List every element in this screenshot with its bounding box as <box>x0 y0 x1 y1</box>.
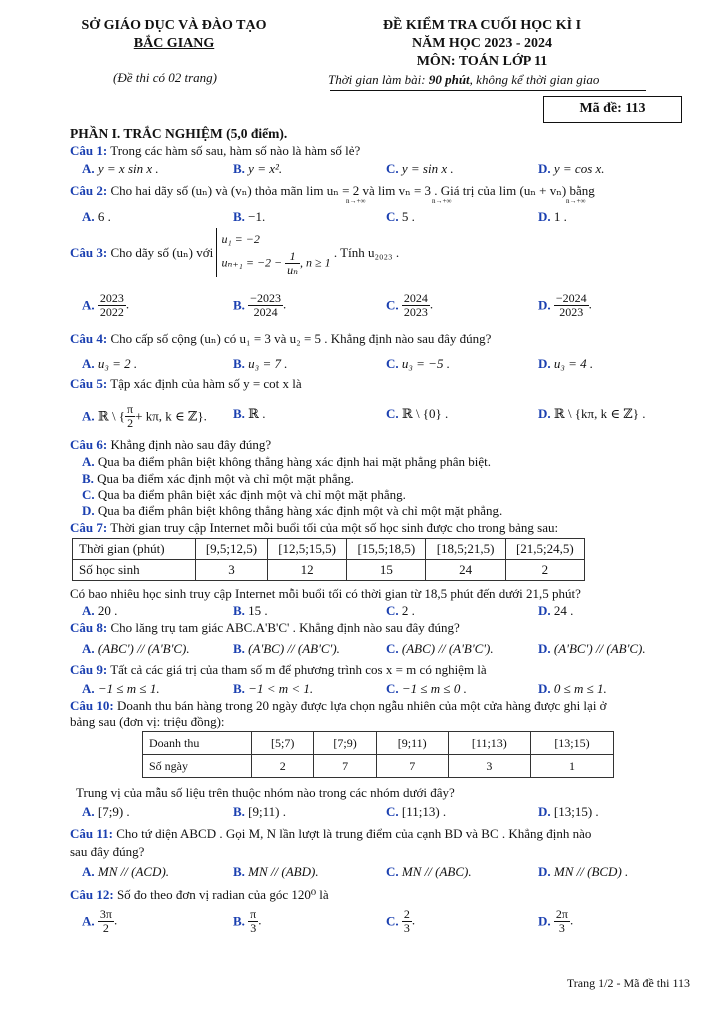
table-cell: [13;15) <box>530 732 613 755</box>
q6-option-b: B. Qua ba điểm xác định một và chỉ một mặt phẳng. <box>82 471 354 486</box>
q1-option-c: C. y = sin x . <box>386 161 454 176</box>
dept-line1: SỞ GIÁO DỤC VÀ ĐÀO TẠO <box>81 18 267 33</box>
q12-option-c: C. $\frac{2}{3}$ . <box>386 907 416 935</box>
table-cell: Thời gian (phút) <box>73 539 196 560</box>
q9-option-b: B. −1 < m < 1. <box>233 681 314 696</box>
q9-option-d: D. 0 ≤ m ≤ 1. <box>538 681 607 696</box>
table-cell: [9,5;12,5) <box>196 539 268 560</box>
pages-note: (Đề thi có 02 trang) <box>113 70 217 85</box>
q5-option-c: C. ℝ \ {0} . <box>386 406 449 421</box>
table-cell: 12 <box>267 560 346 581</box>
q11-option-d: D. MN // (BCD) . <box>538 864 629 879</box>
school-year: NĂM HỌC 2023 - 2024 <box>412 36 552 51</box>
q4-option-c: C. u₃ = −5 . <box>386 356 450 371</box>
table-cell: 1 <box>530 755 613 778</box>
q2-option-b: B. −1. <box>233 209 266 224</box>
q1-option-d: D. y = cos x. <box>538 161 605 176</box>
q7-table <box>72 538 585 581</box>
q6-stem: Câu 6: Khẳng định nào sau đây đúng? <box>70 437 272 452</box>
q2-option-a: A. 6 . <box>82 209 111 224</box>
q11-stem-2: sau đây đúng? <box>70 844 145 859</box>
exam-code-box <box>543 96 682 123</box>
q12-option-b: B. $\frac{\pi}{3}$ . <box>233 907 262 935</box>
q3-stem: Câu 3: Cho dãy số (uₙ) với u₁ = −2 uₙ₊₁ = −2 − $\frac{1}{\text{uₙ}}$ , n ≥ 1 . Tính u₂₀₂₃ . <box>70 228 399 277</box>
header-rule <box>330 90 646 91</box>
table-cell: [15,5;18,5) <box>347 539 426 560</box>
q2-lim-sub-2: n→+∞ <box>432 197 452 205</box>
table-cell: 3 <box>196 560 268 581</box>
q6-option-d: D. Qua ba điểm phân biệt không thẳng hàng xác định một và chỉ một mặt phẳng. <box>82 503 503 518</box>
q10-option-a: A. [7;9) . <box>82 804 130 819</box>
time-note: Thời gian làm bài: 90 phút, không kể thời gian giao <box>328 72 600 87</box>
q8-option-d: D. (A'BC') // (AB'C). <box>538 641 646 656</box>
q5-stem: Câu 5: Tập xác định của hàm số y = cot x là <box>70 376 302 391</box>
table-row <box>143 755 614 778</box>
q10-option-b: B. [9;11) . <box>233 804 286 819</box>
table-cell: Số ngày <box>143 755 252 778</box>
q12-stem: Câu 12: Số đo theo đơn vị radian của góc 120⁰ là <box>70 887 329 902</box>
table-cell: 7 <box>376 755 448 778</box>
table-cell: 2 <box>252 755 314 778</box>
q4-stem: Câu 4: Cho cấp số cộng (uₙ) có u₁ = 3 và u₂ = 5 . Khẳng định nào sau đây đúng? <box>70 331 492 346</box>
table-cell: [18,5;21,5) <box>426 539 505 560</box>
q11-option-b: B. MN // (ABD). <box>233 864 319 879</box>
exam-code: Mã đề: 113 <box>579 101 646 116</box>
q3-option-c: C. $\frac{2024}{2023}$ . <box>386 291 434 319</box>
page-footer: Trang 1/2 - Mã đề thi 113 <box>566 976 690 990</box>
table-cell: [7;9) <box>314 732 376 755</box>
q12-option-a: A. $\frac{3\pi}{2}$ . <box>82 907 118 935</box>
q10-stem: Câu 10: Doanh thu bán hàng trong 20 ngày được lựa chọn ngẫu nhiên của một cửa hàng được ghi lại ở <box>70 698 607 713</box>
q7-option-a: A. 20 . <box>82 603 118 618</box>
q1-option-a: A. y = x sin x . <box>82 161 159 176</box>
table-cell: Số học sinh <box>73 560 196 581</box>
table-cell: 7 <box>314 755 376 778</box>
q3-option-a: A. $\frac{2023}{2022}$ . <box>82 291 130 319</box>
table-row <box>143 732 614 755</box>
q9-option-c: C. −1 ≤ m ≤ 0 . <box>386 681 467 696</box>
q9-stem: Câu 9: Tất cả các giá trị của tham số m để phương trình cos x = m có nghiệm là <box>70 662 487 677</box>
q4-option-b: B. u₃ = 7 . <box>233 356 288 371</box>
table-cell: [11;13) <box>448 732 530 755</box>
q8-option-c: C. (ABC) // (A'B'C'). <box>386 641 494 656</box>
q7-option-d: D. 24 . <box>538 603 574 618</box>
table-cell: [9;11) <box>376 732 448 755</box>
q7-stem: Câu 7: Thời gian truy cập Internet mỗi buổi tối của một số học sinh được cho trong bảng sau: <box>70 520 559 535</box>
table-row <box>73 539 585 560</box>
q1-stem: Câu 1: Trong các hàm số sau, hàm số nào là hàm số lẻ? <box>70 143 361 158</box>
table-cell: 2 <box>505 560 584 581</box>
q3-option-d: D. $\frac{-2024}{2023}$ . <box>538 291 592 319</box>
q7-option-c: C. 2 . <box>386 603 415 618</box>
q5-option-d: D. ℝ \ {kπ, k ∈ ℤ} . <box>538 406 646 421</box>
table-cell: 24 <box>426 560 505 581</box>
q10-stem-2: bảng sau (đơn vị: triệu đồng): <box>70 714 225 729</box>
q2-lim-sub-1: n→+∞ <box>346 197 366 205</box>
q8-stem: Câu 8: Cho lăng trụ tam giác ABC.A'B'C' . Khẳng định nào sau đây đúng? <box>70 620 460 635</box>
q4-option-d: D. u₃ = 4 . <box>538 356 594 371</box>
subject: MÔN: TOÁN LỚP 11 <box>416 54 548 69</box>
q5-option-b: B. ℝ . <box>233 406 266 421</box>
q10-option-c: C. [11;13) . <box>386 804 447 819</box>
table-cell: Doanh thu <box>143 732 252 755</box>
q2-option-d: D. 1 . <box>538 209 567 224</box>
q7-option-b: B. 15 . <box>233 603 268 618</box>
q3-system: u₁ = −2 uₙ₊₁ = −2 − $\frac{1}{\text{uₙ}}$ , n ≥ 1 <box>216 228 330 277</box>
q8-option-b: B. (A'BC) // (AB'C'). <box>233 641 340 656</box>
q11-stem: Câu 11: Cho tứ diện ABCD . Gọi M, N lần lượt là trung điểm của cạnh BD và BC . Khẳng định nào <box>70 826 592 841</box>
q4-option-a: A. u₃ = 2 . <box>82 356 138 371</box>
table-cell: 3 <box>448 755 530 778</box>
q2-option-c: C. 5 . <box>386 209 415 224</box>
q10-table <box>142 731 614 778</box>
q8-option-a: A. (ABC') // (A'B'C). <box>82 641 190 656</box>
table-cell: 15 <box>347 560 426 581</box>
q6-option-a: A. Qua ba điểm phân biệt không thẳng hàng xác định hai mặt phẳng phân biệt. <box>82 454 492 469</box>
dept-line2: BẮC GIANG <box>133 36 215 51</box>
table-cell: [12,5;15,5) <box>267 539 346 560</box>
q12-option-d: D. $\frac{2\pi}{3}$ . <box>538 907 574 935</box>
q2-stem: Câu 2: Cho hai dãy số (uₙ) và (vₙ) thỏa mãn lim uₙ = 2 và lim vₙ = 3 . Giá trị của lim (uₙ + vₙ) bằng <box>70 183 595 198</box>
table-row <box>73 560 585 581</box>
q10-option-d: D. [13;15) . <box>538 804 599 819</box>
exam-title: ĐỀ KIỂM TRA CUỐI HỌC KÌ I <box>382 18 582 33</box>
q10-question: Trung vị của mẫu số liệu trên thuộc nhóm nào trong các nhóm dưới đây? <box>76 785 455 800</box>
part1-title: PHẦN I. TRẮC NGHIỆM (5,0 điểm). <box>70 126 288 141</box>
q11-option-c: C. MN // (ABC). <box>386 864 472 879</box>
q1-option-b: B. y = x². <box>233 161 283 176</box>
q6-option-c: C. Qua ba điểm phân biệt xác định một và chỉ một mặt phẳng. <box>82 487 406 502</box>
q7-question: Có bao nhiêu học sinh truy cập Internet mỗi buổi tối có thời gian từ 18,5 phút đến dưới 21,5 phút? <box>70 586 581 601</box>
table-cell: [5;7) <box>252 732 314 755</box>
q2-lim-sub-3: n→+∞ <box>566 197 586 205</box>
q11-option-a: A. MN // (ACD). <box>82 864 170 879</box>
table-cell: [21,5;24,5) <box>505 539 584 560</box>
q5-option-a: A. ℝ \ { $\frac{\pi}{2}$ + kπ, k ∈ ℤ}. <box>82 402 207 430</box>
q3-option-b: B. $\frac{-2023}{2024}$ . <box>233 291 287 319</box>
q9-option-a: A. −1 ≤ m ≤ 1. <box>82 681 160 696</box>
